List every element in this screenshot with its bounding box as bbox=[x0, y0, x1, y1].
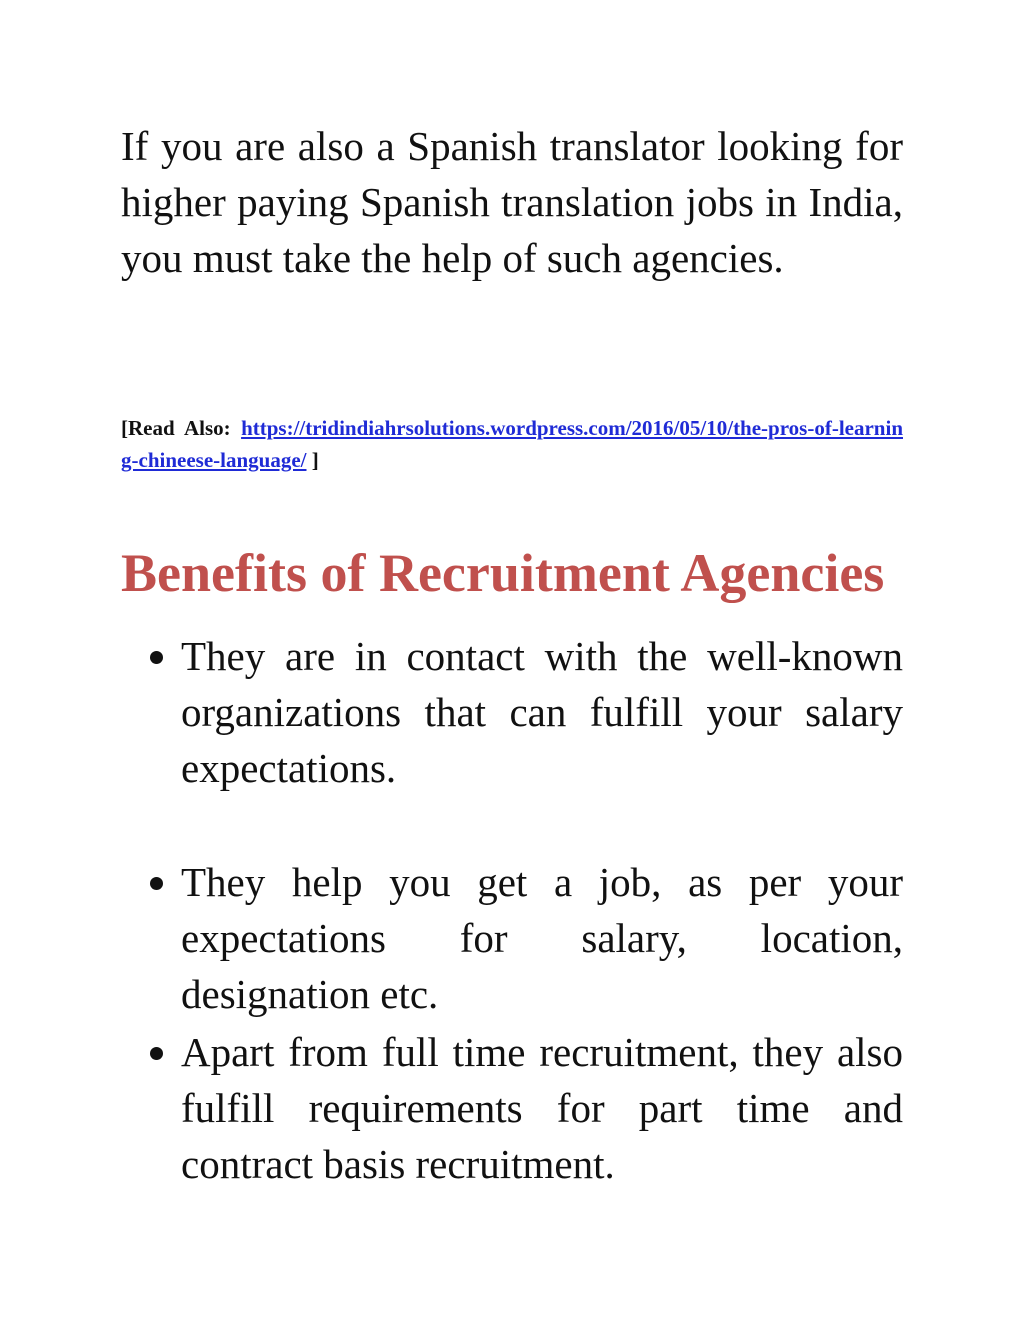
list-item-text: They are in contact with the well-known organizations that can fulfill your salary expectations. bbox=[181, 633, 903, 791]
read-also-link[interactable]: https://tridindiahrsolutions.wordpress.com/2016/05/10/the-pros-of-learning-chineese-language/ bbox=[121, 416, 903, 472]
section-heading: Benefits of Recruitment Agencies bbox=[121, 543, 885, 603]
bullet-icon bbox=[150, 1047, 163, 1060]
bullet-icon bbox=[150, 651, 163, 664]
intro-paragraph: If you are also a Spanish translator looking for higher paying Spanish translation jobs in India, you must take the help of such agencies. bbox=[121, 123, 903, 281]
list-item-text: They help you get a job, as per your expectations for salary, location, designation etc. bbox=[181, 859, 903, 1017]
list-item-text: Apart from full time recruitment, they also fulfill requirements for part time and contract basis recruitment. bbox=[181, 1029, 903, 1187]
read-also-note bbox=[121, 412, 903, 476]
bullet-icon bbox=[150, 877, 163, 890]
read-also-prefix: [Read Also: bbox=[121, 416, 242, 440]
read-also-suffix: ] bbox=[306, 448, 319, 472]
